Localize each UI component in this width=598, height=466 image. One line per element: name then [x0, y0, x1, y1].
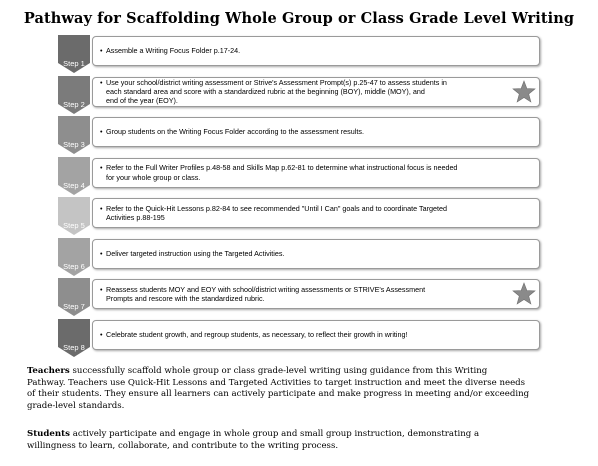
- step-chevron: [56, 35, 92, 75]
- step-label: Step 3: [63, 140, 85, 149]
- step-text-line: [100, 249, 509, 258]
- chevron-arrow-icon: [56, 157, 92, 197]
- step-chevron: [56, 197, 92, 237]
- step-chevron: [56, 319, 92, 359]
- step-text: [100, 46, 509, 55]
- step-label: Step 8: [63, 342, 85, 352]
- step-chevron: [56, 116, 92, 156]
- teachers-paragraph: [27, 366, 572, 412]
- teachers-lead: Teachers: [27, 366, 70, 376]
- bullet-icon: •: [100, 248, 103, 258]
- step-text: [100, 127, 509, 136]
- bullet-icon: •: [100, 329, 103, 339]
- step-chevron: [56, 278, 92, 318]
- students-line-1: actively participate and engage in whole group and small group instruction, demonstrating a: [69, 429, 480, 439]
- step-text-content: each standard area and score with a standardized rubric at the beginning (BOY), middle (MOY), and: [106, 86, 425, 96]
- step-text: [100, 249, 509, 258]
- step-label: Step 1: [63, 59, 85, 68]
- step-chevron: [56, 76, 92, 116]
- step-text-line: [100, 87, 509, 96]
- step-text-content: Prompts and rescore with the standardized rubric.: [106, 294, 265, 303]
- step-text-content: Use your school/district writing assessment or Strive's Assessment Prompt(s) p.25-47 to assess students in: [106, 77, 447, 87]
- step-text-content: end of the year (EOY).: [106, 96, 178, 106]
- step-label: Step 6: [63, 261, 85, 271]
- bullet-icon: •: [100, 284, 103, 294]
- teachers-line-4: grade-level standards.: [27, 400, 125, 411]
- bullet-icon: •: [100, 77, 103, 87]
- bullet-icon: •: [100, 163, 103, 173]
- step-text: [100, 204, 509, 222]
- step-box: [92, 320, 540, 350]
- chevron-arrow-icon: [56, 116, 92, 156]
- step-box: [92, 198, 540, 228]
- teachers-line-3: of their students. They ensure all learners can actively participate and make progress in meeting and/or exceeding: [27, 389, 530, 400]
- students-paragraph: [27, 429, 572, 452]
- step-box: [92, 77, 540, 107]
- step-label: Step 2: [63, 99, 85, 109]
- students-lead: Students: [27, 429, 70, 439]
- step-text-line: [100, 78, 509, 87]
- step-box: [92, 279, 540, 309]
- step-text-content: for your whole group or class.: [106, 172, 201, 182]
- step-label: Step 4: [63, 180, 85, 190]
- step-box: [92, 239, 540, 269]
- step-text-line: [100, 46, 509, 55]
- chevron-arrow-icon: [56, 197, 92, 237]
- chevron-arrow-icon: [56, 76, 92, 116]
- star-icon: [512, 80, 536, 104]
- step-text-content: Assemble a Writing Focus Folder p.17-24.: [106, 46, 241, 56]
- step-text-line: [100, 163, 509, 172]
- teachers-line-1: successfully scaffold whole group or class grade-level writing using guidance from this Writing: [69, 366, 488, 376]
- step-text: [100, 163, 509, 181]
- step-text: [100, 285, 509, 303]
- chevron-arrow-icon: [56, 238, 92, 278]
- step-text-line: [100, 285, 509, 294]
- students-line-2: willingness to learn, collaborate, and contribute to the writing process.: [27, 440, 339, 451]
- step-chevron: [56, 238, 92, 278]
- step-text: [100, 330, 509, 339]
- step-text-line: [100, 96, 509, 105]
- step-box: [92, 117, 540, 147]
- step-text: [100, 78, 509, 106]
- page-title: Pathway for Scaffolding Whole Group or Class Grade Level Writing: [23, 10, 575, 27]
- chevron-arrow-icon: [56, 319, 92, 359]
- bullet-icon: •: [100, 127, 103, 137]
- bullet-icon: •: [100, 46, 103, 56]
- bullet-icon: •: [100, 203, 103, 213]
- step-text-content: Activities p.88-195: [106, 213, 165, 222]
- step-text-content: Refer to the Quick-Hit Lessons p.82-84 to see recommended "Until I Can" goals and to coordinate Targeted: [106, 203, 447, 213]
- step-text-content: Deliver targeted instruction using the Targeted Activities.: [106, 248, 285, 258]
- step-text-content: Group students on the Writing Focus Folder according to the assessment results.: [106, 127, 364, 137]
- step-box: [92, 158, 540, 188]
- star-icon: [512, 282, 536, 306]
- step-box: [92, 36, 540, 66]
- step-text-line: [100, 127, 509, 136]
- chevron-arrow-icon: [56, 35, 92, 75]
- step-text-line: [100, 294, 509, 303]
- teachers-line-2: Pathway. Teachers use Quick-Hit Lessons and Targeted Activities to target instruction and meet the diverse needs: [27, 377, 526, 388]
- step-text-line: [100, 213, 509, 222]
- step-text-content: Refer to the Full Writer Profiles p.48-58 and Skills Map p.62-81 to determine what instructional focus is needed: [106, 163, 458, 173]
- step-text-content: Reassess students MOY and EOY with school/district writing assessments or STRIVE's Assessment: [106, 284, 426, 294]
- step-text-line: [100, 204, 509, 213]
- step-label: Step 5: [63, 221, 85, 230]
- chevron-arrow-icon: [56, 278, 92, 318]
- step-text-line: [100, 330, 509, 339]
- step-text-line: [100, 173, 509, 182]
- step-chevron: [56, 157, 92, 197]
- step-text-content: Celebrate student growth, and regroup students, as necessary, to reflect their growth in writing!: [106, 329, 408, 339]
- step-label: Step 7: [63, 302, 85, 311]
